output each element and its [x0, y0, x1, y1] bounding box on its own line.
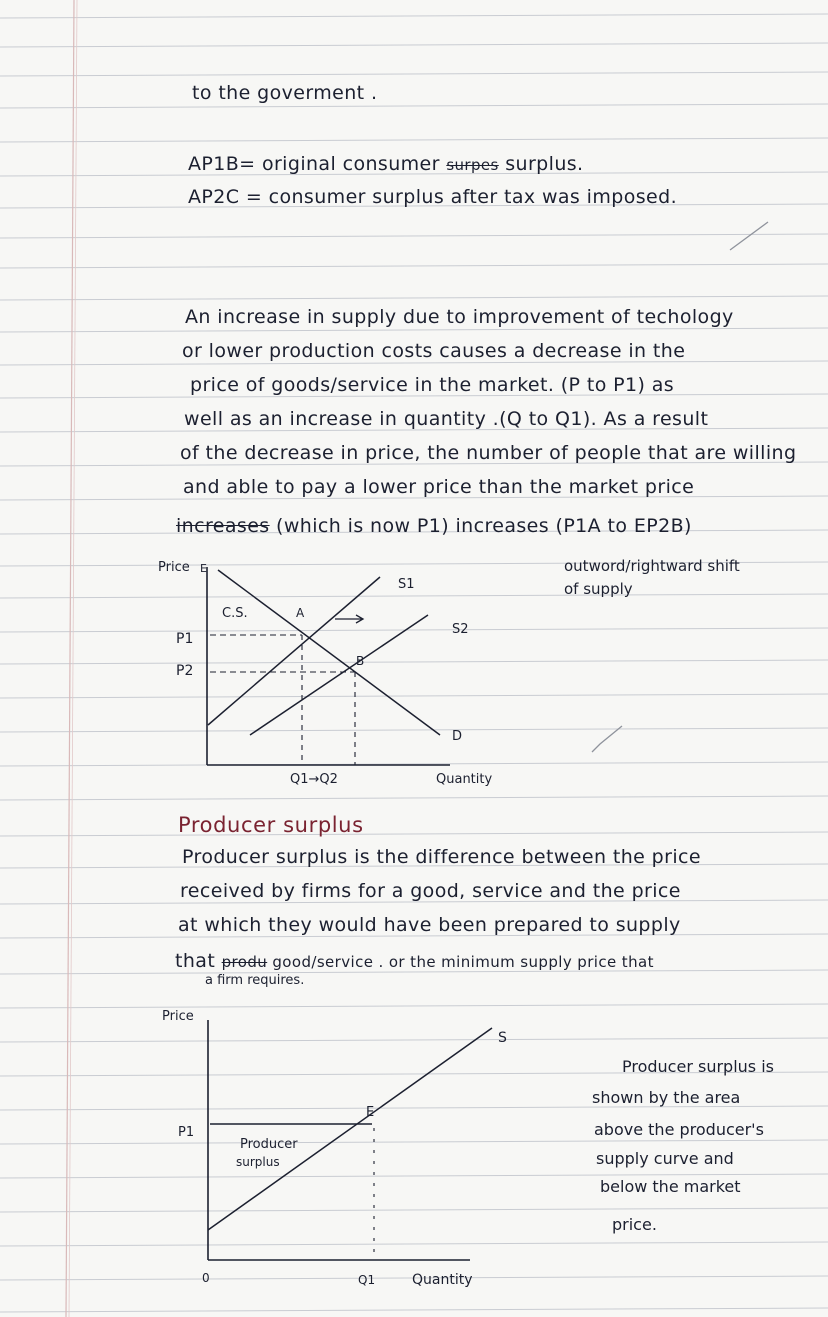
graph1-quantity-label: Quantity — [436, 772, 493, 787]
point-a-label: A — [296, 606, 305, 620]
note-line-government: to the goverment . — [192, 82, 378, 104]
ps-note-line-1: Producer surplus is — [622, 1057, 774, 1076]
def-line-4 — [175, 950, 654, 972]
note-text: surplus. — [498, 153, 584, 175]
supply-curve-s2 — [250, 615, 428, 735]
point-e-label: E — [366, 1105, 375, 1120]
q1-label: Q1 — [358, 1273, 376, 1287]
para-line-2: or lower production costs causes a decrease in the — [182, 340, 686, 362]
ps-note-line-4: supply curve and — [596, 1149, 734, 1168]
def-line-2: received by firms for a good, service and the price — [180, 880, 681, 902]
point-b-label: B — [356, 654, 365, 668]
area-label-surplus: surplus — [236, 1155, 280, 1169]
supply-curve-s1 — [208, 577, 380, 725]
p1-price-label: P1 — [178, 1125, 195, 1140]
para-line-4: well as an increase in quantity .(Q to Q1). As a result — [184, 408, 709, 430]
supply-curve-s — [208, 1028, 492, 1230]
s2-label: S2 — [452, 622, 469, 637]
ps-note-line-6: price. — [612, 1215, 657, 1234]
cs-label: C.S. — [222, 606, 248, 621]
ps-note-line-3: above the producer's — [594, 1120, 764, 1139]
graph1-e-label: E — [200, 562, 207, 575]
s-label: S — [498, 1030, 507, 1046]
s1-label: S1 — [398, 577, 415, 592]
graph1-price-label: Price — [158, 560, 190, 575]
para-line-7 — [176, 515, 692, 537]
demand-curve — [218, 570, 440, 735]
area-label-producer: Producer — [240, 1137, 298, 1152]
ps-note-line-2: shown by the area — [592, 1088, 741, 1107]
para-line-6: and able to pay a lower price than the market price — [183, 476, 695, 498]
crossed-out-word: produ — [221, 953, 268, 971]
shift-note-line-1: outword/rightward shift — [564, 557, 740, 575]
note-text: good/service . or the minimum supply price that — [267, 953, 654, 971]
graph2-quantity-label: Quantity — [412, 1272, 473, 1288]
p1-label: P1 — [176, 631, 194, 647]
def-line-1: Producer surplus is the difference between the price — [182, 846, 701, 868]
note-text: (which is now P1) increases ( — [269, 515, 564, 537]
ps-note-line-5: below the market — [600, 1177, 741, 1196]
note-text: AP1B= original consumer — [188, 153, 447, 175]
note-text: P1A to EP2B) — [563, 515, 692, 537]
graph2-price-label: Price — [162, 1009, 194, 1024]
p2-label: P2 — [176, 663, 194, 679]
para-line-5: of the decrease in price, the number of people that are willing — [180, 442, 797, 464]
supply-shift-graph — [150, 555, 570, 800]
crossed-out-word: surpes — [446, 156, 499, 174]
def-line-5: a firm requires. — [205, 973, 305, 988]
demand-label: D — [452, 729, 463, 744]
q1-q2-label: Q1→Q2 — [290, 772, 338, 787]
producer-surplus-graph — [150, 998, 570, 1298]
producer-surplus-heading: Producer surplus — [178, 813, 364, 837]
para-line-3: price of goods/service in the market. (P to P1) as — [190, 374, 675, 396]
note-text: that — [175, 950, 222, 972]
crossed-out-word: increases — [176, 515, 270, 537]
def-line-3: at which they would have been prepared to supply — [178, 914, 681, 936]
note-line-original-cs — [188, 153, 584, 175]
note-line-cs-after-tax: AP2C = consumer surplus after tax was imposed. — [188, 186, 678, 208]
origin-label: 0 — [202, 1271, 210, 1285]
para-line-1: An increase in supply due to improvement of techology — [185, 306, 734, 328]
shift-note-line-2: of supply — [564, 580, 633, 598]
